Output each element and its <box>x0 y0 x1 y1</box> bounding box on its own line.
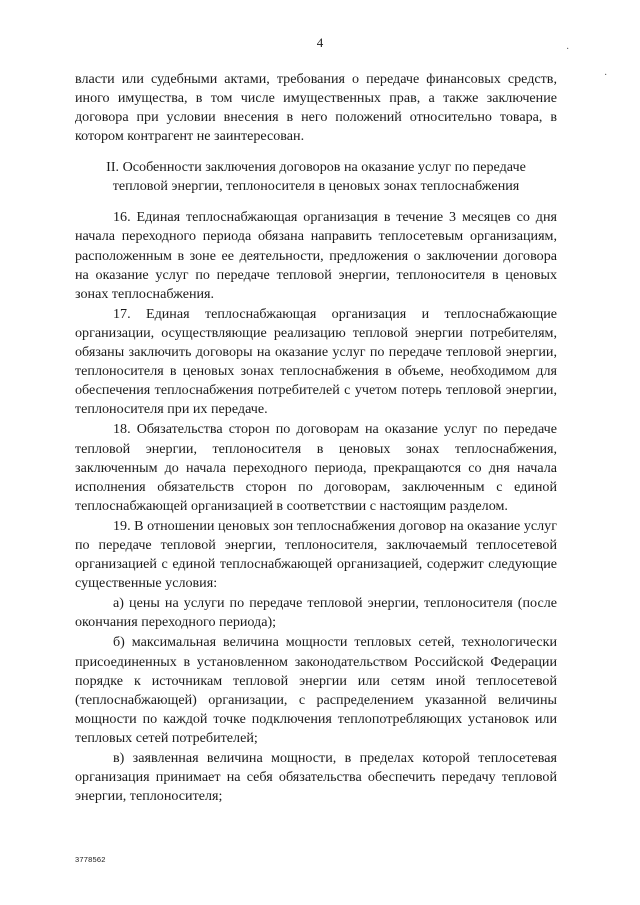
document-code: 3778562 <box>75 855 106 864</box>
section-heading-line-2: тепловой энергии, теплоносителя в ценовых зонах теплоснабжения <box>112 178 520 195</box>
subparagraph-b: б) максимальная величина мощности тепловых сетей, технологически присоединенных в установленном законодательством Российской Федерации порядке к источникам тепловой энергии или сетям иной теплосетевой (теплоснабжающей) организации, с распределением указанной величины мощности по каждой точке подключения теплопотребляющих установок или тепловых сетей потребителей; <box>75 634 557 746</box>
paragraph-16: 16. Единая теплоснабжающая организация в течение 3 месяцев со дня начала переходного периода обязана направить теплосетевым организациям, расположенным в зоне ее деятельности, предложения о заключении договора на оказание услуг по передаче тепловой энергии, теплоносителя в ценовых зонах теплоснабжения. <box>75 209 557 302</box>
paragraph-17: 17. Единая теплоснабжающая организация и теплоснабжающие организации, осуществляющие реализацию тепловой энергии потребителям, обязаны заключить договоры на оказание услуг по передаче тепловой энергии, теплоносителя в ценовых зонах теплоснабжения в объеме, необходимом для обеспечения теплоснабжения потребителей с учетом потерь тепловой энергии, теплоносителя при их передаче. <box>75 305 557 418</box>
intro-paragraph: власти или судебными актами, требования о передаче финансовых средств, иного имущества, в том числе имущественных прав, а также заключение договора при условии внесения в него положений относительно товара, в котором контрагент не заинтересован. <box>75 71 557 145</box>
subparagraph-a: а) цены на услуги по передаче тепловой энергии, теплоносителя (после окончания переходного периода); <box>75 595 557 631</box>
paragraph-19: 19. В отношении ценовых зон теплоснабжения договор на оказание услуг по передаче тепловой энергии, теплоносителя, заключаемый теплосетевой организацией с единой теплоснабжающей организацией, содержит следующие существенные условия: <box>75 517 557 592</box>
section-heading <box>75 158 557 196</box>
document-body <box>75 70 557 806</box>
scan-mark: · <box>566 44 570 55</box>
scan-mark: · <box>604 70 608 81</box>
subparagraph-v: в) заявленная величина мощности, в пределах которой теплосетевая организация принимает на себя обязательства обеспечить передачу тепловой энергии, теплоносителя; <box>75 750 557 805</box>
paragraph-18: 18. Обязательства сторон по договорам на оказание услуг по передаче тепловой энергии, теплоносителя в ценовых зонах теплоснабжения, заключенным до начала переходного периода, прекращаются со дня начала исполнения обязательств сторон по договорам, заключенным с единой теплоснабжающей организацией в соответствии с настоящим разделом. <box>75 421 557 514</box>
page-number: 4 <box>316 35 324 50</box>
section-heading-line-1: II. Особенности заключения договоров на оказание услуг по передаче <box>106 159 526 176</box>
